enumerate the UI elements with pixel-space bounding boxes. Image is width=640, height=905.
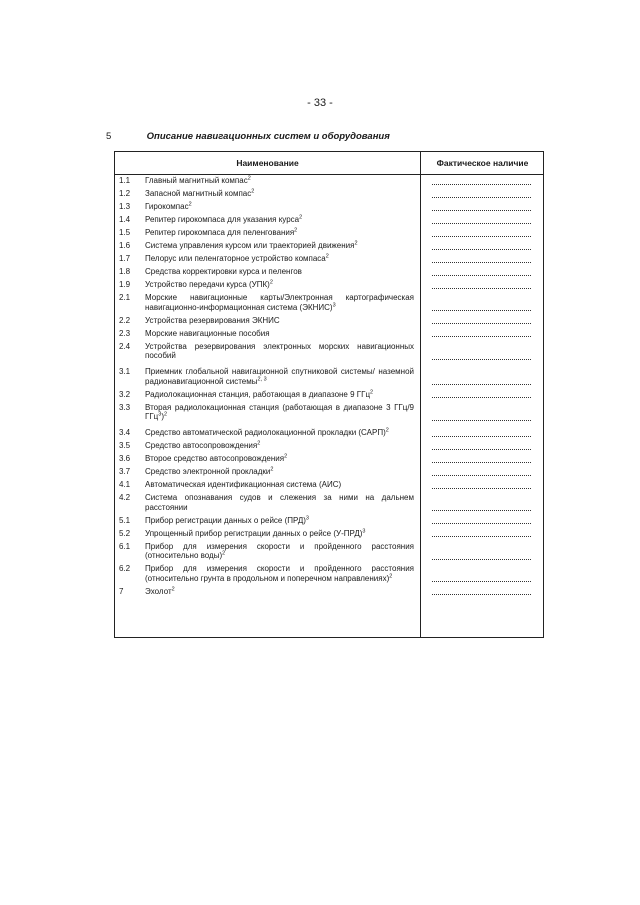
footnote-mark: 2: [188, 201, 192, 208]
row-name-text: Устройства резервирования ЭКНИС: [145, 315, 280, 325]
footnote-mark: 3: [158, 411, 162, 418]
row-name-text: Упрощенный прибор регистрации данных о рейсе (У-ПРД): [145, 528, 363, 538]
fact-entry-line[interactable]: [420, 228, 545, 238]
row-number: 1.2: [119, 189, 131, 198]
section-heading: [106, 131, 546, 142]
row-name: [145, 342, 420, 361]
table-row: [115, 480, 545, 493]
fact-entry-line[interactable]: [420, 215, 545, 225]
row-name: [145, 280, 420, 290]
footnote-mark: 2: [171, 585, 175, 592]
footnote-mark: 2: [370, 388, 374, 395]
row-number: 1.6: [119, 241, 131, 250]
table-row: [115, 316, 545, 329]
page-number: - 33 -: [307, 97, 333, 109]
row-number: 1.1: [119, 176, 131, 185]
fact-entry-line[interactable]: [420, 390, 545, 400]
fact-entry-line[interactable]: [420, 454, 545, 464]
row-name: [145, 316, 420, 326]
row-name-text: Гирокомпас: [145, 202, 189, 211]
row-name-text: Приемник глобальной навигационной спутниковой системы/ наземной радионавигационной системы: [145, 367, 414, 386]
fact-entry-line[interactable]: [420, 293, 545, 312]
fact-entry-line[interactable]: [420, 428, 545, 438]
fact-entry-line[interactable]: [420, 441, 545, 451]
table-row: [115, 329, 545, 342]
row-name: [145, 529, 420, 539]
row-name-text: Пелорус или пеленгаторное устройство компаса: [145, 254, 326, 263]
fact-entry-line[interactable]: [420, 529, 545, 539]
section-title: Описание навигационных систем и оборудования: [146, 131, 390, 142]
row-name-text: Морские навигационные карты/Электронная картографическая навигационно-информационная система (ЭКНИС): [145, 293, 414, 312]
column-header-name: Наименование: [236, 158, 299, 168]
fact-entry-line[interactable]: [420, 564, 545, 583]
row-name-text: Главный магнитный компас: [145, 176, 248, 185]
table-row: [115, 280, 545, 293]
row-name-text: Репитер гирокомпаса для пеленгования: [145, 228, 295, 237]
row-name: [145, 441, 420, 451]
table-row: [115, 215, 545, 228]
row-number: 5.1: [119, 515, 131, 525]
row-name: [145, 293, 420, 312]
row-name: [145, 587, 420, 597]
row-name: [145, 329, 420, 339]
row-name: [145, 267, 420, 277]
row-number: 4.2: [119, 493, 131, 502]
table-row: [115, 228, 545, 241]
table-row: [115, 493, 545, 516]
row-number: 2.3: [119, 328, 131, 338]
row-number: 3.6: [119, 454, 131, 463]
row-name: [145, 176, 420, 186]
table-row: [115, 189, 545, 202]
footnote-mark: 2: [294, 227, 298, 234]
row-number: 1.4: [119, 215, 131, 224]
table-row: [115, 467, 545, 480]
row-number: 1.9: [119, 280, 131, 289]
table-row: [115, 176, 545, 189]
row-number: 6.1: [119, 541, 131, 551]
fact-entry-line[interactable]: [420, 254, 545, 264]
row-number: 1.8: [119, 267, 131, 276]
footnote-mark: 3: [332, 301, 336, 308]
table-row: [115, 564, 545, 587]
row-number: 3.3: [119, 402, 131, 412]
table-row: [115, 587, 545, 600]
footnote-mark: 2: [354, 240, 358, 247]
row-number: 3.7: [119, 467, 131, 476]
row-name: [145, 542, 420, 561]
row-name-text: Эхолот: [145, 586, 172, 596]
row-name-text: Прибор для измерения скорости и пройденного расстояния (относительно воды): [145, 541, 414, 560]
row-name: [145, 454, 420, 464]
fact-entry-line[interactable]: [420, 176, 545, 186]
footnote-mark: 2: [270, 466, 274, 473]
table-row: [115, 529, 545, 542]
fact-entry-line[interactable]: [420, 587, 545, 597]
row-name-text: Средство автоматической радиолокационной прокладки (САРП): [145, 428, 386, 437]
fact-entry-line[interactable]: [420, 467, 545, 477]
row-number: 1.7: [119, 254, 131, 263]
footnote-mark: 2: [251, 188, 255, 195]
row-number: 3.5: [119, 441, 131, 450]
table-row: [115, 516, 545, 529]
row-number: 7: [119, 586, 124, 596]
section-number: 5: [106, 131, 112, 142]
row-name: [145, 516, 420, 526]
table-row: [115, 254, 545, 267]
row-number: 3.4: [119, 428, 131, 437]
footnote-mark: 2: [325, 253, 329, 260]
table-row: [115, 428, 545, 441]
row-name: [145, 467, 420, 477]
row-name-text: Средство электронной прокладки: [145, 467, 271, 476]
fact-entry-line[interactable]: [420, 202, 545, 212]
row-name: [145, 428, 420, 438]
row-name: [145, 254, 420, 264]
row-name: [145, 564, 420, 583]
fact-entry-line[interactable]: [420, 480, 545, 490]
row-name-text: Вторая радиолокационная станция (работающая в диапазоне 3 ГГц/9 ГГц: [145, 402, 414, 421]
footnote-mark: 2: [389, 572, 393, 579]
row-name-text: Запасной магнитный компас: [145, 189, 252, 198]
table-row: [115, 367, 545, 390]
row-name: [145, 215, 420, 225]
fact-entry-line[interactable]: [420, 516, 545, 526]
row-name-text: Система опознавания судов и слежения за ними на дальнем расстоянии: [145, 493, 414, 512]
row-name-text: Второе средство автосопровождения: [145, 454, 285, 463]
table-row: [115, 390, 545, 403]
footnote-mark: 2: [299, 214, 303, 221]
row-name: [145, 241, 420, 251]
row-name-text: Средство автосопровождения: [145, 441, 258, 450]
row-name: [145, 202, 420, 212]
navigation-equipment-table: [114, 151, 544, 638]
footnote-mark: 2: [257, 440, 261, 447]
table-row: [115, 542, 545, 565]
footnote-mark: 2: [269, 279, 273, 286]
row-number: 2.2: [119, 315, 131, 325]
footnote-mark: 2: [284, 453, 288, 460]
row-name: [145, 390, 420, 400]
table-row: [115, 454, 545, 467]
fact-entry-line[interactable]: [420, 542, 545, 561]
row-name-text: Репитер гирокомпаса для указания курса: [145, 215, 300, 224]
row-name-text: Автоматическая идентификационная система (АИС): [145, 480, 342, 489]
row-name-text: Прибор для измерения скорости и пройденного расстояния (относительно грунта в продольном и поперечном направлениях): [145, 564, 414, 583]
row-name: [145, 189, 420, 199]
footnote-mark: 2: [163, 411, 168, 418]
footnote-mark: 3: [362, 527, 366, 534]
row-number: 2.1: [119, 293, 131, 302]
footnote-mark: 2: [385, 427, 389, 434]
row-name-text: Система управления курсом или траекторией движения: [145, 241, 355, 250]
footnote-mark: 3: [305, 514, 309, 521]
fact-entry-line[interactable]: [420, 367, 545, 386]
fact-entry-line[interactable]: [420, 267, 545, 277]
fact-entry-line[interactable]: [420, 189, 545, 199]
fact-entry-line[interactable]: [420, 280, 545, 290]
row-number: 3.1: [119, 367, 131, 376]
table-row: [115, 342, 545, 365]
row-number: 5.2: [119, 528, 131, 538]
fact-entry-line[interactable]: [420, 329, 545, 339]
row-name-text: Морские навигационные пособия: [145, 328, 270, 338]
footnote-mark: 2: [222, 550, 226, 557]
row-number: 1.5: [119, 228, 131, 237]
table-row: [115, 241, 545, 254]
row-name: [145, 493, 420, 512]
fact-entry-line[interactable]: [420, 493, 545, 512]
row-number: 1.3: [119, 202, 131, 211]
footnote-mark: 2, 3: [257, 375, 267, 382]
table-row: [115, 441, 545, 454]
header-divider: [115, 174, 543, 175]
row-name-text: Устройство передачи курса (УПК): [145, 280, 270, 289]
fact-entry-line[interactable]: [420, 403, 545, 422]
row-number: 3.2: [119, 389, 131, 399]
row-name: [145, 228, 420, 238]
row-name-text: Средства корректировки курса и пеленгов: [145, 267, 302, 276]
row-name-text: Радиолокационная станция, работающая в диапазоне 9 ГГц: [145, 389, 371, 399]
fact-entry-line[interactable]: [420, 241, 545, 251]
table-row: [115, 293, 545, 316]
row-name: [145, 403, 420, 422]
column-header-fact: Фактическое наличие: [436, 158, 529, 168]
row-number: 6.2: [119, 564, 131, 573]
row-number: 4.1: [119, 480, 131, 489]
row-name-tail: ): [161, 412, 164, 421]
row-number: 2.4: [119, 341, 131, 351]
table-row: [115, 267, 545, 280]
table-row: [115, 202, 545, 215]
table-body: [115, 176, 545, 600]
table-row: [115, 403, 545, 426]
row-name-text: Устройства резервирования электронных морских навигационных пособий: [145, 341, 414, 360]
fact-entry-line[interactable]: [420, 316, 545, 326]
row-name-text: Прибор регистрации данных о рейсе (ПРД): [145, 515, 306, 525]
footnote-mark: 2: [247, 175, 251, 182]
row-name: [145, 367, 420, 386]
fact-entry-line[interactable]: [420, 342, 545, 361]
row-name: [145, 480, 420, 490]
